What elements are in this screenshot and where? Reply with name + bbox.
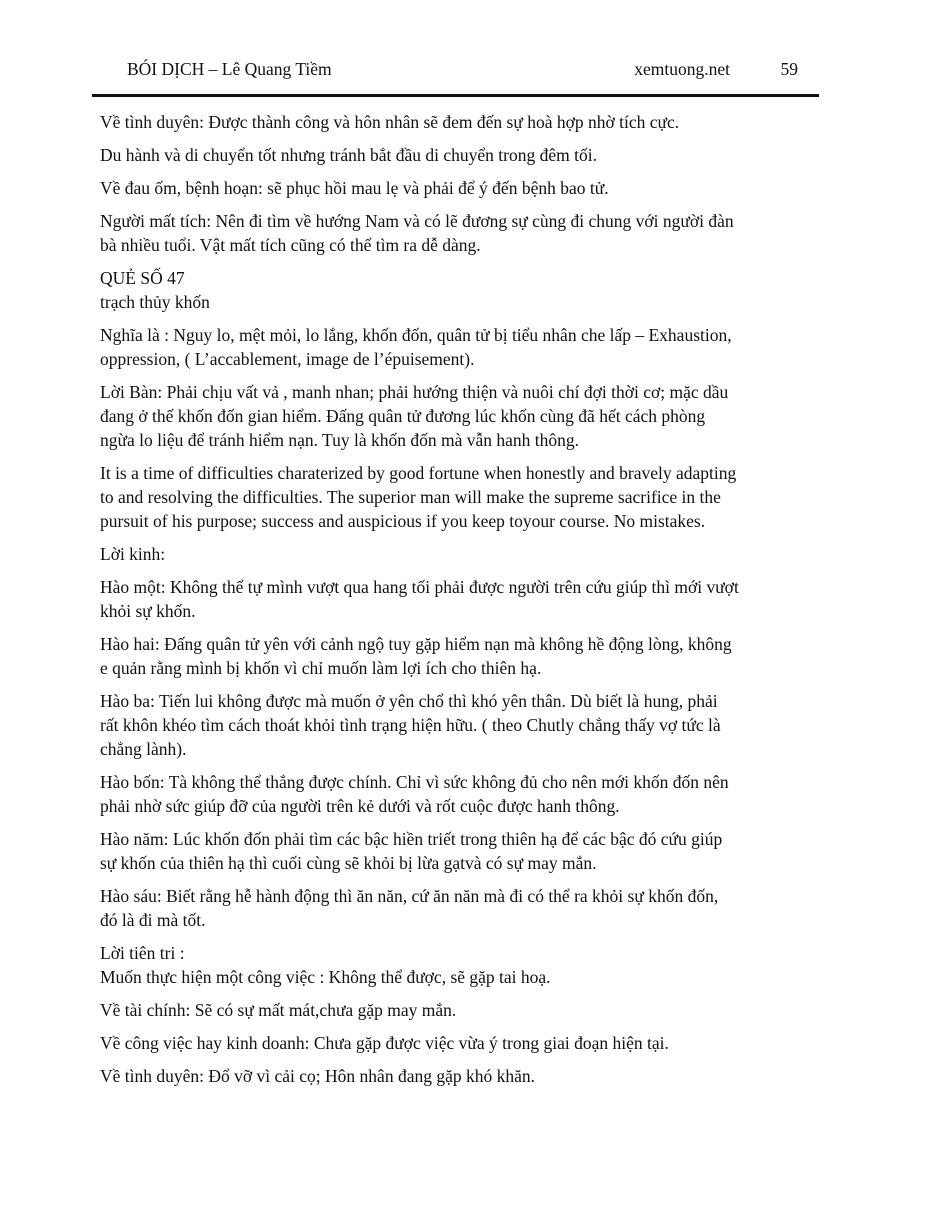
text-line: phải nhờ sức giúp đỡ của người trên kẻ dưới và rốt cuộc được hanh thông. [100,796,620,816]
text-line: Về tài chính: Sẽ có sự mất mát,chưa gặp may mắn. [100,1000,457,1020]
text-line: Về tình duyên: Được thành công và hôn nhân sẽ đem đến sự hoà hợp nhờ tích cực. [100,112,680,132]
header-site: xemtuong.net [634,59,730,79]
paragraph [100,998,800,1022]
header-rule [92,94,819,97]
text-line: Hào ba: Tiến lui không được mà muốn ở yên chổ thì khó yên thân. Dù biết là hung, phải [100,691,718,711]
text-line: sự khốn của thiên hạ thì cuối cùng sẽ khỏi bị lừa gạtvà có sự may mắn. [100,853,597,873]
text-line: ngừa lo liệu để tránh hiểm nạn. Tuy là khốn đốn mà vẫn hanh thông. [100,430,580,450]
text-line: to and resolving the difficulties. The superior man will make the supreme sacrifice in the [100,487,721,507]
paragraph [100,380,800,452]
paragraph [100,1031,800,1055]
paragraph [100,143,800,167]
text-line: Hào năm: Lúc khốn đốn phải tìm các bậc hiền triết trong thiên hạ để các bậc đó cứu giúp [100,829,723,849]
hexagram-title: QUẺ SỐ 47 [100,268,185,288]
text-line: khỏi sự khốn. [100,601,196,621]
paragraph [100,770,800,818]
page-header [127,56,798,82]
text-line: Lời Bàn: Phải chịu vất vả , manh nhan; phải hướng thiện và nuôi chí đợi thời cơ; mặc dầu [100,382,729,402]
text-line: Về công việc hay kinh doanh: Chưa gặp được việc vừa ý trong giai đoạn hiện tại. [100,1033,669,1053]
text-line: Hào hai: Đấng quân tử yên với cảnh ngộ tuy gặp hiểm nạn mà không hề động lòng, không [100,634,732,654]
paragraph [100,827,800,875]
header-title: BÓI DỊCH – Lê Quang Tiềm [127,59,332,79]
paragraph [100,1064,800,1088]
paragraph [100,632,800,680]
text-line: Về đau ốm, bệnh hoạn: sẽ phục hồi mau lẹ và phải để ý đến bệnh bao tử. [100,178,609,198]
paragraph [100,461,800,533]
page-number: 59 [780,59,798,79]
paragraph [100,689,800,761]
text-line: Lời tiên tri : [100,943,185,963]
text-line: Hào bốn: Tà không thể thắng được chính. Chỉ vì sức không đủ cho nên mới khốn đốn nên [100,772,729,792]
text-line: pursuit of his purpose; success and auspicious if you keep toyour course. No mistakes. [100,511,706,531]
text-line: oppression, ( L’accablement, image de l’épuisement). [100,349,475,369]
text-line: Du hành và di chuyển tốt nhưng tránh bắt đầu di chuyển trong đêm tối. [100,145,597,165]
section-heading [100,266,800,314]
text-line: Hào một: Không thể tự mình vượt qua hang tối phải được người trên cứu giúp thì mới vượt [100,577,739,597]
text-line: bà nhiều tuổi. Vật mất tích cũng có thể tìm ra dễ dàng. [100,235,481,255]
paragraph [100,323,800,371]
text-line: đang ở thế khốn đốn gian hiểm. Đấng quân tử đương lúc khốn cùng đã hết cách phòng [100,406,706,426]
text-line: Lời kinh: [100,544,166,564]
text-line: Người mất tích: Nên đi tìm về hướng Nam và có lẽ đương sự cùng đi chung với người đàn [100,211,734,231]
text-line: Về tình duyên: Đổ vỡ vì cải cọ; Hôn nhân đang gặp khó khăn. [100,1066,535,1086]
text-line: đó là đi mà tốt. [100,910,206,930]
paragraph [100,575,800,623]
text-line: e quản rằng mình bị khốn vì chỉ muốn làm lợi ích cho thiên hạ. [100,658,542,678]
text-line: Hào sáu: Biết rằng hễ hành động thì ăn năn, cứ ăn năn mà đi có thể ra khỏi sự khốn đốn, [100,886,719,906]
hexagram-subtitle: trạch thủy khốn [100,292,210,312]
text-line: chẳng lành). [100,739,187,759]
text-line: Muốn thực hiện một công việc : Không thể được, sẽ gặp tai hoạ. [100,967,551,987]
paragraph [100,884,800,932]
paragraph [100,209,800,257]
page-body [100,110,800,1097]
paragraph [100,941,800,989]
paragraph [100,176,800,200]
text-line: Nghĩa là : Nguy lo, mệt mỏi, lo lắng, khốn đốn, quân tử bị tiểu nhân che lấp – Exhaustion, [100,325,732,345]
text-line: It is a time of difficulties charaterized by good fortune when honestly and bravely adapting [100,463,737,483]
text-line: rất khôn khéo tìm cách thoát khỏi tình trạng hiện hữu. ( theo Chutly chẳng thấy vợ tức là [100,715,721,735]
paragraph [100,110,800,134]
paragraph [100,542,800,566]
